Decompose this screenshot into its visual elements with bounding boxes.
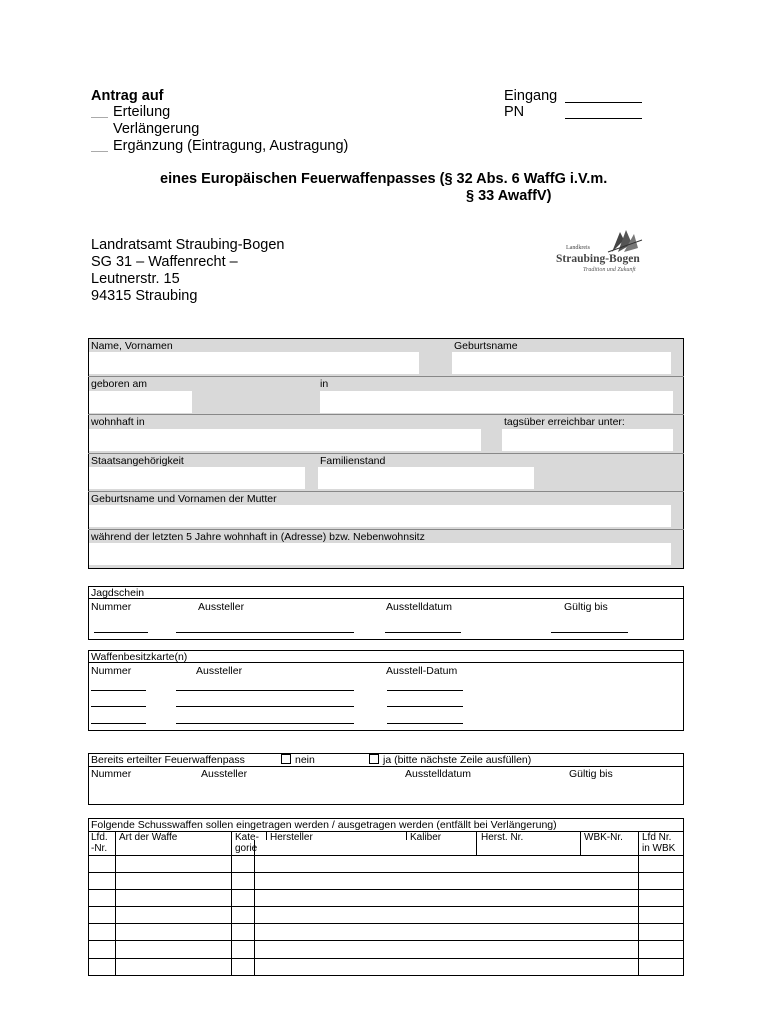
row-divider bbox=[88, 529, 684, 530]
address-history-label: während der letzten 5 Jahre wohnhaft in (Adresse) bzw. Nebenwohnsitz bbox=[91, 531, 425, 543]
col-header-kategorie: Kate- gorie bbox=[235, 832, 259, 854]
table-column-line bbox=[406, 831, 407, 840]
table-column-line bbox=[638, 831, 639, 976]
recipient-address bbox=[91, 237, 284, 305]
table-row[interactable] bbox=[88, 958, 684, 959]
resident-input[interactable] bbox=[89, 429, 481, 451]
hunting-license-title: Jagdschein bbox=[91, 587, 145, 599]
address-line-3: Leutnerstr. 15 bbox=[91, 271, 180, 287]
prior-no-label: nein bbox=[295, 754, 315, 766]
table-row[interactable] bbox=[88, 906, 684, 907]
family-status-input[interactable] bbox=[318, 467, 534, 489]
table-column-line bbox=[580, 831, 581, 855]
table-row[interactable] bbox=[88, 889, 684, 890]
wbk-date-field[interactable] bbox=[387, 723, 463, 724]
pn-label: PN bbox=[504, 104, 525, 120]
reachable-input[interactable] bbox=[502, 429, 673, 451]
pn-field[interactable] bbox=[565, 118, 642, 119]
wbk-issuer-field[interactable] bbox=[176, 723, 354, 724]
prior-issuer-label: Aussteller bbox=[201, 768, 248, 780]
table-column-line bbox=[231, 831, 232, 976]
hunting-date-label: Ausstelldatum bbox=[386, 601, 452, 613]
table-column-line bbox=[115, 831, 116, 976]
birthname-label: Geburtsname bbox=[454, 340, 518, 352]
logo-name: Straubing-Bogen bbox=[556, 253, 640, 265]
wbk-number-field[interactable] bbox=[91, 723, 146, 724]
mother-name-label: Geburtsname und Vornamen der Mutter bbox=[91, 493, 277, 505]
prior-no-option[interactable] bbox=[281, 754, 315, 766]
row-divider bbox=[88, 491, 684, 492]
weapons-title: Folgende Schusswaffen sollen eingetragen werden / ausgetragen werden (entfällt bei Verlängerung) bbox=[91, 819, 557, 831]
mother-name-input[interactable] bbox=[89, 505, 671, 527]
name-label: Name, Vornamen bbox=[91, 340, 173, 352]
wbk-number-field[interactable] bbox=[91, 706, 146, 707]
prior-pass-title: Bereits erteilter Feuerwaffenpass bbox=[91, 754, 245, 766]
hunting-number-label: Nummer bbox=[91, 601, 132, 613]
row-divider bbox=[88, 453, 684, 454]
prior-no-checkbox[interactable] bbox=[281, 754, 291, 764]
family-status-label: Familienstand bbox=[320, 455, 386, 467]
prior-number-label: Nummer bbox=[91, 768, 132, 780]
table-row[interactable] bbox=[88, 940, 684, 941]
prior-valid-label: Gültig bis bbox=[569, 768, 613, 780]
hunting-issuer-field[interactable] bbox=[176, 632, 354, 633]
hunting-valid-label: Gültig bis bbox=[564, 601, 608, 613]
row-divider bbox=[88, 376, 684, 377]
col-header-kaliber: Kaliber bbox=[410, 832, 442, 843]
table-row[interactable] bbox=[88, 923, 684, 924]
option-checkbox-erteilung[interactable] bbox=[91, 117, 108, 118]
wbk-number-label: Nummer bbox=[91, 665, 132, 677]
prior-yes-label: ja (bitte nächste Zeile ausfüllen) bbox=[383, 754, 532, 766]
birthplace-label: in bbox=[320, 378, 329, 390]
wbk-number-field[interactable] bbox=[91, 690, 146, 691]
form-title: Antrag auf bbox=[91, 88, 164, 104]
section-title-divider bbox=[88, 766, 684, 767]
birthplace-input[interactable] bbox=[320, 391, 673, 413]
hunting-valid-field[interactable] bbox=[551, 632, 628, 633]
row-divider bbox=[88, 414, 684, 415]
district-logo bbox=[556, 228, 656, 278]
address-history-input[interactable] bbox=[89, 543, 671, 565]
option-checkbox-ergaenzung[interactable] bbox=[91, 151, 108, 152]
table-column-line bbox=[476, 831, 477, 855]
wbk-date-field[interactable] bbox=[387, 706, 463, 707]
wbk-issuer-field[interactable] bbox=[176, 690, 354, 691]
option-label-verlaengerung: Verlängerung bbox=[113, 121, 200, 137]
col-header-wbk-nr: WBK-Nr. bbox=[584, 832, 623, 843]
section-title-divider bbox=[88, 598, 684, 599]
hunting-issuer-label: Aussteller bbox=[198, 601, 245, 613]
wbk-issuer-field[interactable] bbox=[176, 706, 354, 707]
table-column-line bbox=[254, 840, 255, 976]
born-label: geboren am bbox=[91, 378, 148, 390]
wbk-issuer-label: Aussteller bbox=[196, 665, 243, 677]
eingang-label: Eingang bbox=[504, 88, 558, 104]
table-row[interactable] bbox=[88, 872, 684, 873]
col-header-lfd-nr: Lfd. -Nr. bbox=[91, 832, 108, 854]
wbk-date-label: Ausstell-Datum bbox=[386, 665, 458, 677]
logo-tagline: Tradition und Zukunft bbox=[583, 267, 636, 273]
hunting-date-field[interactable] bbox=[385, 632, 461, 633]
nationality-input[interactable] bbox=[89, 467, 305, 489]
option-label-ergaenzung: Ergänzung (Eintragung, Austragung) bbox=[113, 138, 349, 154]
col-header-herst-nr: Herst. Nr. bbox=[481, 832, 524, 843]
table-column-line bbox=[266, 831, 267, 840]
logo-small-text: Landkreis bbox=[566, 245, 590, 251]
table-row bbox=[88, 855, 684, 856]
col-header-lfd-in-wbk: Lfd Nr. in WBK bbox=[642, 832, 676, 854]
subject-line-1: eines Europäischen Feuerwaffenpasses (§ 32 Abs. 6 WaffG i.V.m. bbox=[160, 171, 608, 187]
reachable-label: tagsüber erreichbar unter: bbox=[504, 416, 625, 428]
birthname-input[interactable] bbox=[452, 352, 671, 374]
name-input[interactable] bbox=[89, 352, 419, 374]
wbk-date-field[interactable] bbox=[387, 690, 463, 691]
prior-yes-checkbox[interactable] bbox=[369, 754, 379, 764]
prior-yes-option[interactable] bbox=[369, 754, 531, 766]
col-header-art: Art der Waffe bbox=[119, 832, 178, 843]
nationality-label: Staatsangehörigkeit bbox=[91, 455, 184, 467]
address-line-2: SG 31 – Waffenrecht – bbox=[91, 254, 238, 270]
address-line-4: 94315 Straubing bbox=[91, 288, 198, 304]
option-label-erteilung: Erteilung bbox=[113, 104, 171, 120]
born-date-input[interactable] bbox=[89, 391, 192, 413]
col-header-hersteller: Hersteller bbox=[270, 832, 313, 843]
hunting-number-field[interactable] bbox=[94, 632, 148, 633]
prior-date-label: Ausstelldatum bbox=[405, 768, 471, 780]
weapon-card-title: Waffenbesitzkarte(n) bbox=[91, 651, 188, 663]
address-line-1: Landratsamt Straubing-Bogen bbox=[91, 237, 285, 253]
subject-line-2: § 33 AwaffV) bbox=[466, 188, 552, 204]
eingang-field[interactable] bbox=[565, 102, 642, 103]
resident-label: wohnhaft in bbox=[91, 416, 145, 428]
